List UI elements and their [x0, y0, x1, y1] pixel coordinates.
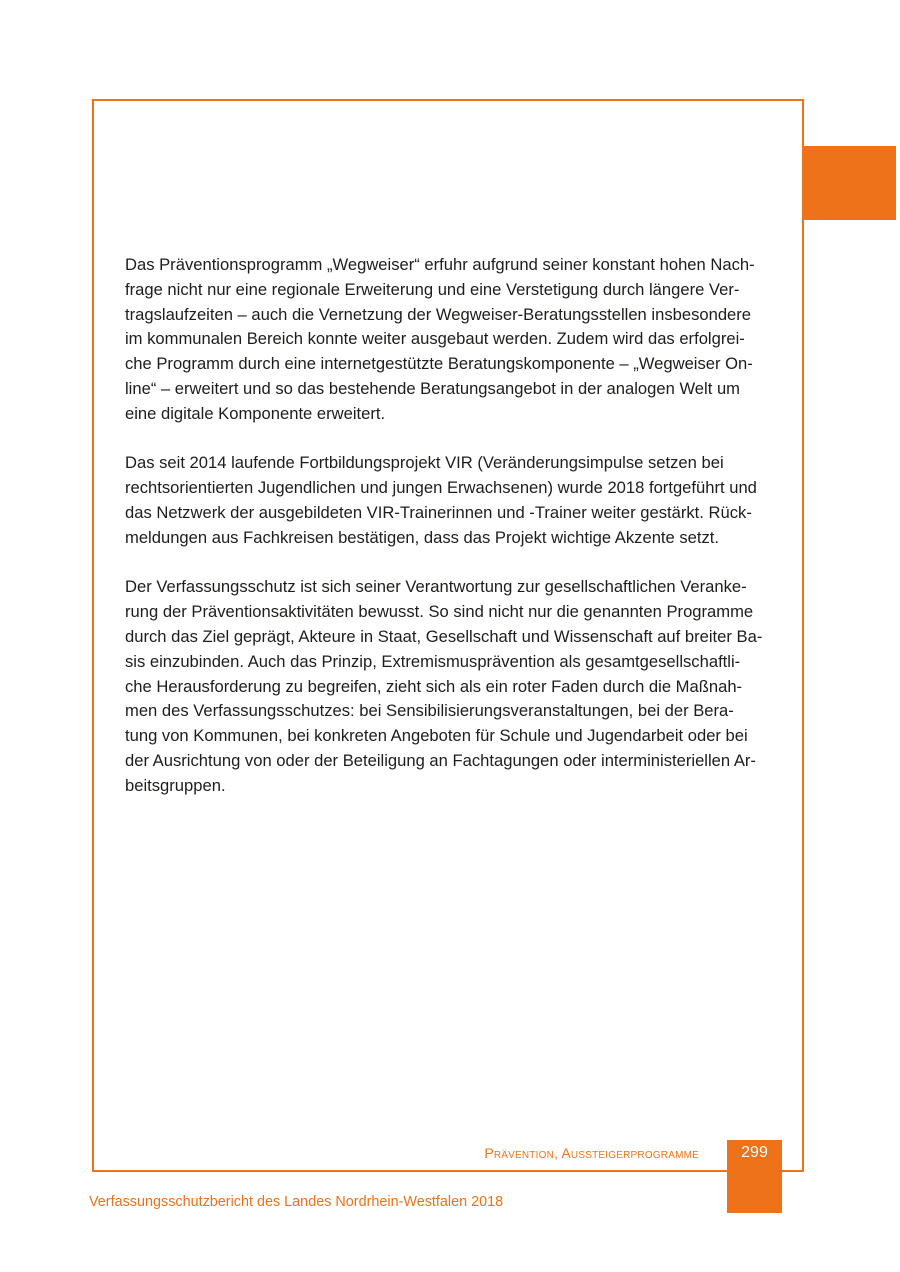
page-number-box — [727, 1140, 782, 1213]
text-line: durch das Ziel geprägt, Akteure in Staat, Gesellschaft und Wissenschaft auf breiter Ba- — [125, 626, 763, 646]
body-text — [125, 253, 785, 823]
text-line: meldungen aus Fachkreisen bestätigen, dass das Projekt wichtige Akzente setzt. — [125, 527, 720, 547]
paragraph-verankerung — [125, 575, 785, 798]
page-number: 299 — [741, 1144, 768, 1161]
text-line: Das seit 2014 laufende Fortbildungsprojekt VIR (Veränderungsimpulse setzen bei — [125, 453, 724, 473]
text-line: rung der Präventionsaktivitäten bewusst. So sind nicht nur die genannten Programme — [125, 602, 754, 622]
text-line: Das Präventionsprogramm „Wegweiser“ erfuhr aufgrund seiner konstant hohen Nach- — [125, 255, 755, 274]
text-line: der Ausrichtung von oder der Beteiligung an Fachtagungen oder interministeriellen Ar- — [125, 750, 756, 770]
text-line: im kommunalen Bereich konnte weiter ausgebaut werden. Zudem wird das erfolgrei- — [125, 329, 745, 349]
text-line: sis einzubinden. Auch das Prinzip, Extremismusprävention als gesamtgesellschaftli- — [125, 651, 741, 671]
chapter-label: Prävention, Aussteigerprogramme — [484, 1145, 699, 1161]
chapter-side-tab — [804, 146, 896, 220]
text-line: Der Verfassungsschutz ist sich seiner Verantwortung zur gesellschaftlichen Veranke- — [125, 577, 747, 597]
text-line: rechtsorientierten Jugendlichen und jungen Erwachsenen) wurde 2018 fortgeführt und — [125, 478, 757, 498]
text-line: che Programm durch eine internetgestützte Beratungskomponente – „Wegweiser On- — [125, 354, 753, 374]
text-line: tung von Kommunen, bei konkreten Angeboten für Schule und Jugendarbeit oder bei — [125, 726, 748, 746]
text-line: tragslaufzeiten – auch die Vernetzung der Wegweiser-Beratungsstellen insbesondere — [125, 304, 752, 324]
text-line: beitsgruppen. — [125, 775, 226, 795]
text-line: frage nicht nur eine regionale Erweiterung und eine Verstetigung durch längere Ver- — [125, 279, 740, 299]
text-line: das Netzwerk der ausgebildeten VIR-Trainerinnen und -Trainer weiter gestärkt. Rück- — [125, 502, 752, 522]
footer-publication-title: Verfassungsschutzbericht des Landes Nordrhein-Westfalen 2018 — [89, 1194, 504, 1210]
text-line: eine digitale Komponente erweitert. — [125, 403, 386, 423]
paragraph-wegweiser — [125, 253, 785, 427]
text-line: line“ – erweitert und so das bestehende Beratungsangebot in der analogen Welt um — [125, 378, 740, 398]
text-line: men des Verfassungsschutzes: bei Sensibilisierungsveranstaltungen, bei der Bera- — [125, 701, 734, 721]
text-line: che Herausforderung zu begreifen, zieht sich als ein roter Faden durch die Maßnah- — [125, 676, 743, 696]
paragraph-vir — [125, 451, 785, 550]
